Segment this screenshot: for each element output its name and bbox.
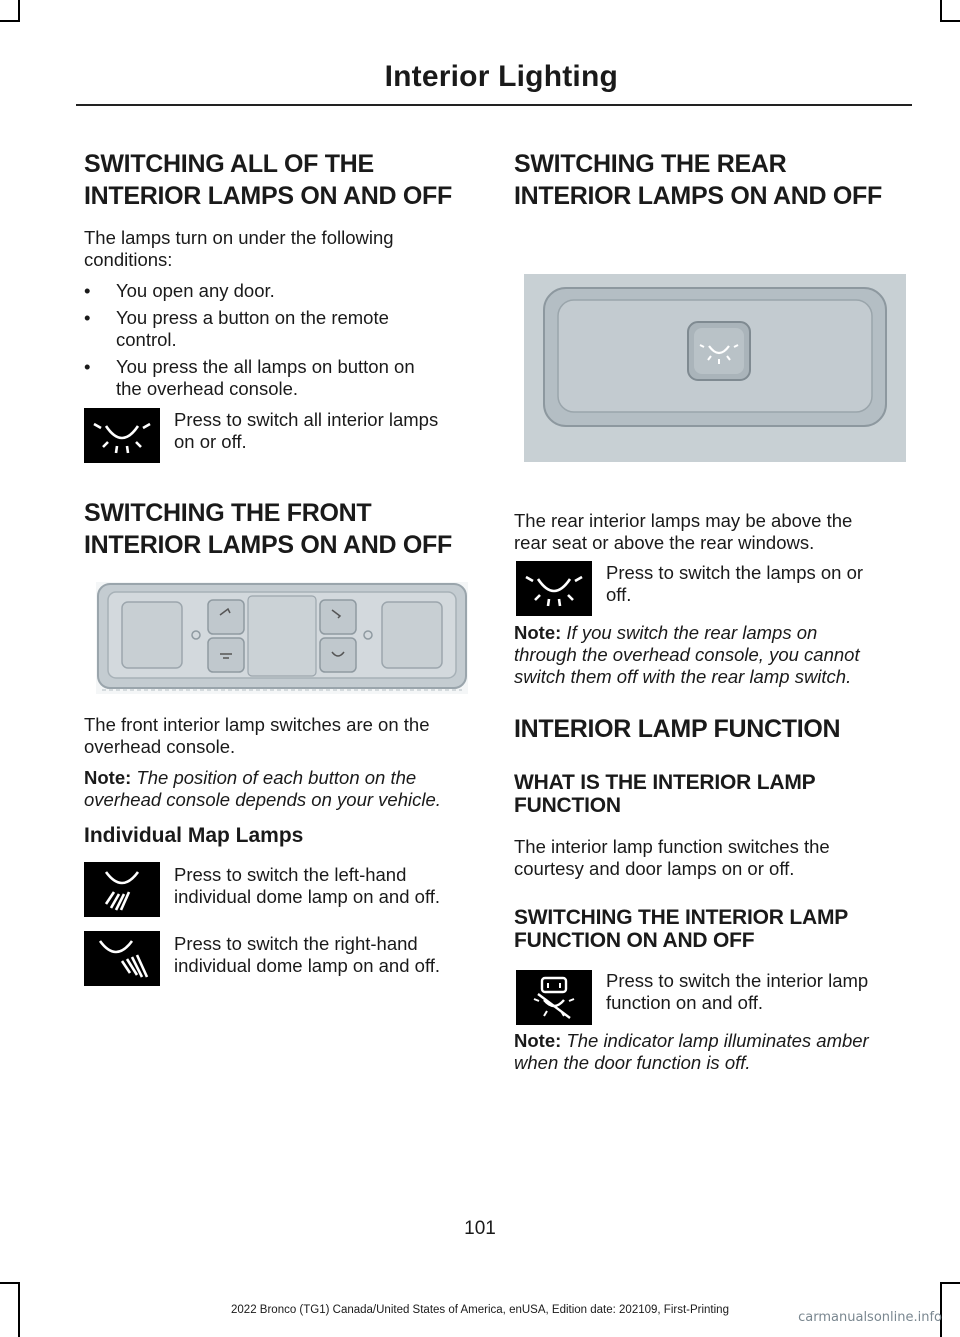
all-lamps-icon-desc-2: on or off. bbox=[174, 431, 247, 452]
switching-function-heading-2: FUNCTION ON AND OFF bbox=[514, 929, 755, 952]
function-icon-desc-1: Press to switch the interior lamp bbox=[606, 970, 869, 991]
bullet-text-cont: the overhead console. bbox=[116, 378, 299, 399]
crop-mark-top-left bbox=[18, 0, 20, 22]
rear-lamps-icon-desc-2: off. bbox=[606, 584, 632, 605]
overhead-console-photo bbox=[96, 582, 468, 694]
front-lamps-note-2: overhead console depends on your vehicle. bbox=[84, 789, 441, 810]
crop-mark-bottom-left-h bbox=[0, 1282, 20, 1284]
crop-mark-top-right bbox=[940, 0, 942, 22]
rear-lamps-body-1: The rear interior lamps may be above the bbox=[514, 510, 853, 531]
switching-function-heading-1: SWITCHING THE INTERIOR LAMP bbox=[514, 906, 849, 929]
front-lamps-body-1: The front interior lamp switches are on the bbox=[84, 714, 430, 735]
function-body-1: The interior lamp function switches the bbox=[514, 836, 830, 857]
section-front-lamps-heading-1: SWITCHING THE FRONT bbox=[84, 499, 372, 527]
door-lamp-off-icon bbox=[516, 970, 592, 1025]
function-note-1 bbox=[514, 1030, 869, 1052]
bullet-dot: • bbox=[84, 280, 91, 301]
right-map-lamp-desc-1: Press to switch the right-hand bbox=[174, 933, 418, 954]
right-map-lamp-icon bbox=[84, 931, 160, 986]
note-label: Note: bbox=[514, 1030, 562, 1051]
right-map-lamp-desc-2: individual dome lamp on and off. bbox=[174, 955, 441, 976]
note-label: Note: bbox=[84, 767, 132, 788]
header-rule bbox=[76, 104, 912, 106]
left-map-lamp-desc-2: individual dome lamp on and off. bbox=[174, 886, 441, 907]
watermark[interactable]: carmanualsonline.info bbox=[798, 1310, 942, 1325]
dome-lamp-icon bbox=[516, 561, 592, 616]
rear-lamps-note-3: switch them off with the rear lamp switch. bbox=[514, 666, 852, 687]
crop-mark-top-right-h bbox=[940, 20, 960, 22]
bullet-text: You open any door. bbox=[116, 280, 275, 301]
crop-mark-bottom-right-h bbox=[940, 1282, 960, 1284]
individual-map-lamps-heading: Individual Map Lamps bbox=[84, 824, 304, 847]
note-text: If you switch the rear lamps on bbox=[561, 622, 818, 643]
interior-lamp-function-heading: INTERIOR LAMP FUNCTION bbox=[514, 715, 841, 743]
what-is-function-heading-1: WHAT IS THE INTERIOR LAMP bbox=[514, 771, 816, 794]
what-is-function-heading-2: FUNCTION bbox=[514, 794, 621, 817]
all-lamps-intro-2: conditions: bbox=[84, 249, 173, 270]
page-number: 101 bbox=[464, 1218, 496, 1239]
left-map-lamp-icon bbox=[84, 862, 160, 917]
bullet-text-cont: control. bbox=[116, 329, 177, 350]
bullet-text: You press the all lamps on button on bbox=[116, 356, 415, 377]
rear-lamps-icon-desc-1: Press to switch the lamps on or bbox=[606, 562, 864, 583]
note-text: The position of each button on the bbox=[131, 767, 417, 788]
note-label: Note: bbox=[514, 622, 562, 643]
all-lamps-icon-desc-1: Press to switch all interior lamps bbox=[174, 409, 439, 430]
function-body-2: courtesy and door lamps on or off. bbox=[514, 858, 795, 879]
rear-lamps-note-2: through the overhead console, you cannot bbox=[514, 644, 860, 665]
section-rear-lamps-heading-2: INTERIOR LAMPS ON AND OFF bbox=[514, 182, 882, 210]
section-rear-lamps-heading-1: SWITCHING THE REAR bbox=[514, 150, 787, 178]
all-lamps-intro-1: The lamps turn on under the following bbox=[84, 227, 394, 248]
left-map-lamp-desc-1: Press to switch the left-hand bbox=[174, 864, 407, 885]
rear-lamps-note-1 bbox=[514, 622, 817, 644]
crop-mark-top-left-h bbox=[0, 20, 20, 22]
function-note-2: when the door function is off. bbox=[514, 1052, 751, 1073]
dome-lamp-icon bbox=[84, 408, 160, 463]
front-lamps-body-2: overhead console. bbox=[84, 736, 236, 757]
section-all-lamps-heading-2: INTERIOR LAMPS ON AND OFF bbox=[84, 182, 452, 210]
section-all-lamps-heading-1: SWITCHING ALL OF THE bbox=[84, 150, 374, 178]
rear-lamps-body-2: rear seat or above the rear windows. bbox=[514, 532, 815, 553]
front-lamps-note-1 bbox=[84, 767, 416, 789]
page-header-title: Interior Lighting bbox=[384, 60, 618, 93]
section-front-lamps-heading-2: INTERIOR LAMPS ON AND OFF bbox=[84, 531, 452, 559]
edition-footer: 2022 Bronco (TG1) Canada/United States of America, enUSA, Edition date: 202109, First-Printing bbox=[231, 1304, 729, 1316]
rear-lamp-switch-photo bbox=[524, 274, 906, 462]
bullet-text: You press a button on the remote bbox=[116, 307, 389, 328]
function-icon-desc-2: function on and off. bbox=[606, 992, 764, 1013]
bullet-dot: • bbox=[84, 356, 91, 377]
bullet-dot: • bbox=[84, 307, 91, 328]
note-text: The indicator lamp illuminates amber bbox=[561, 1030, 869, 1051]
